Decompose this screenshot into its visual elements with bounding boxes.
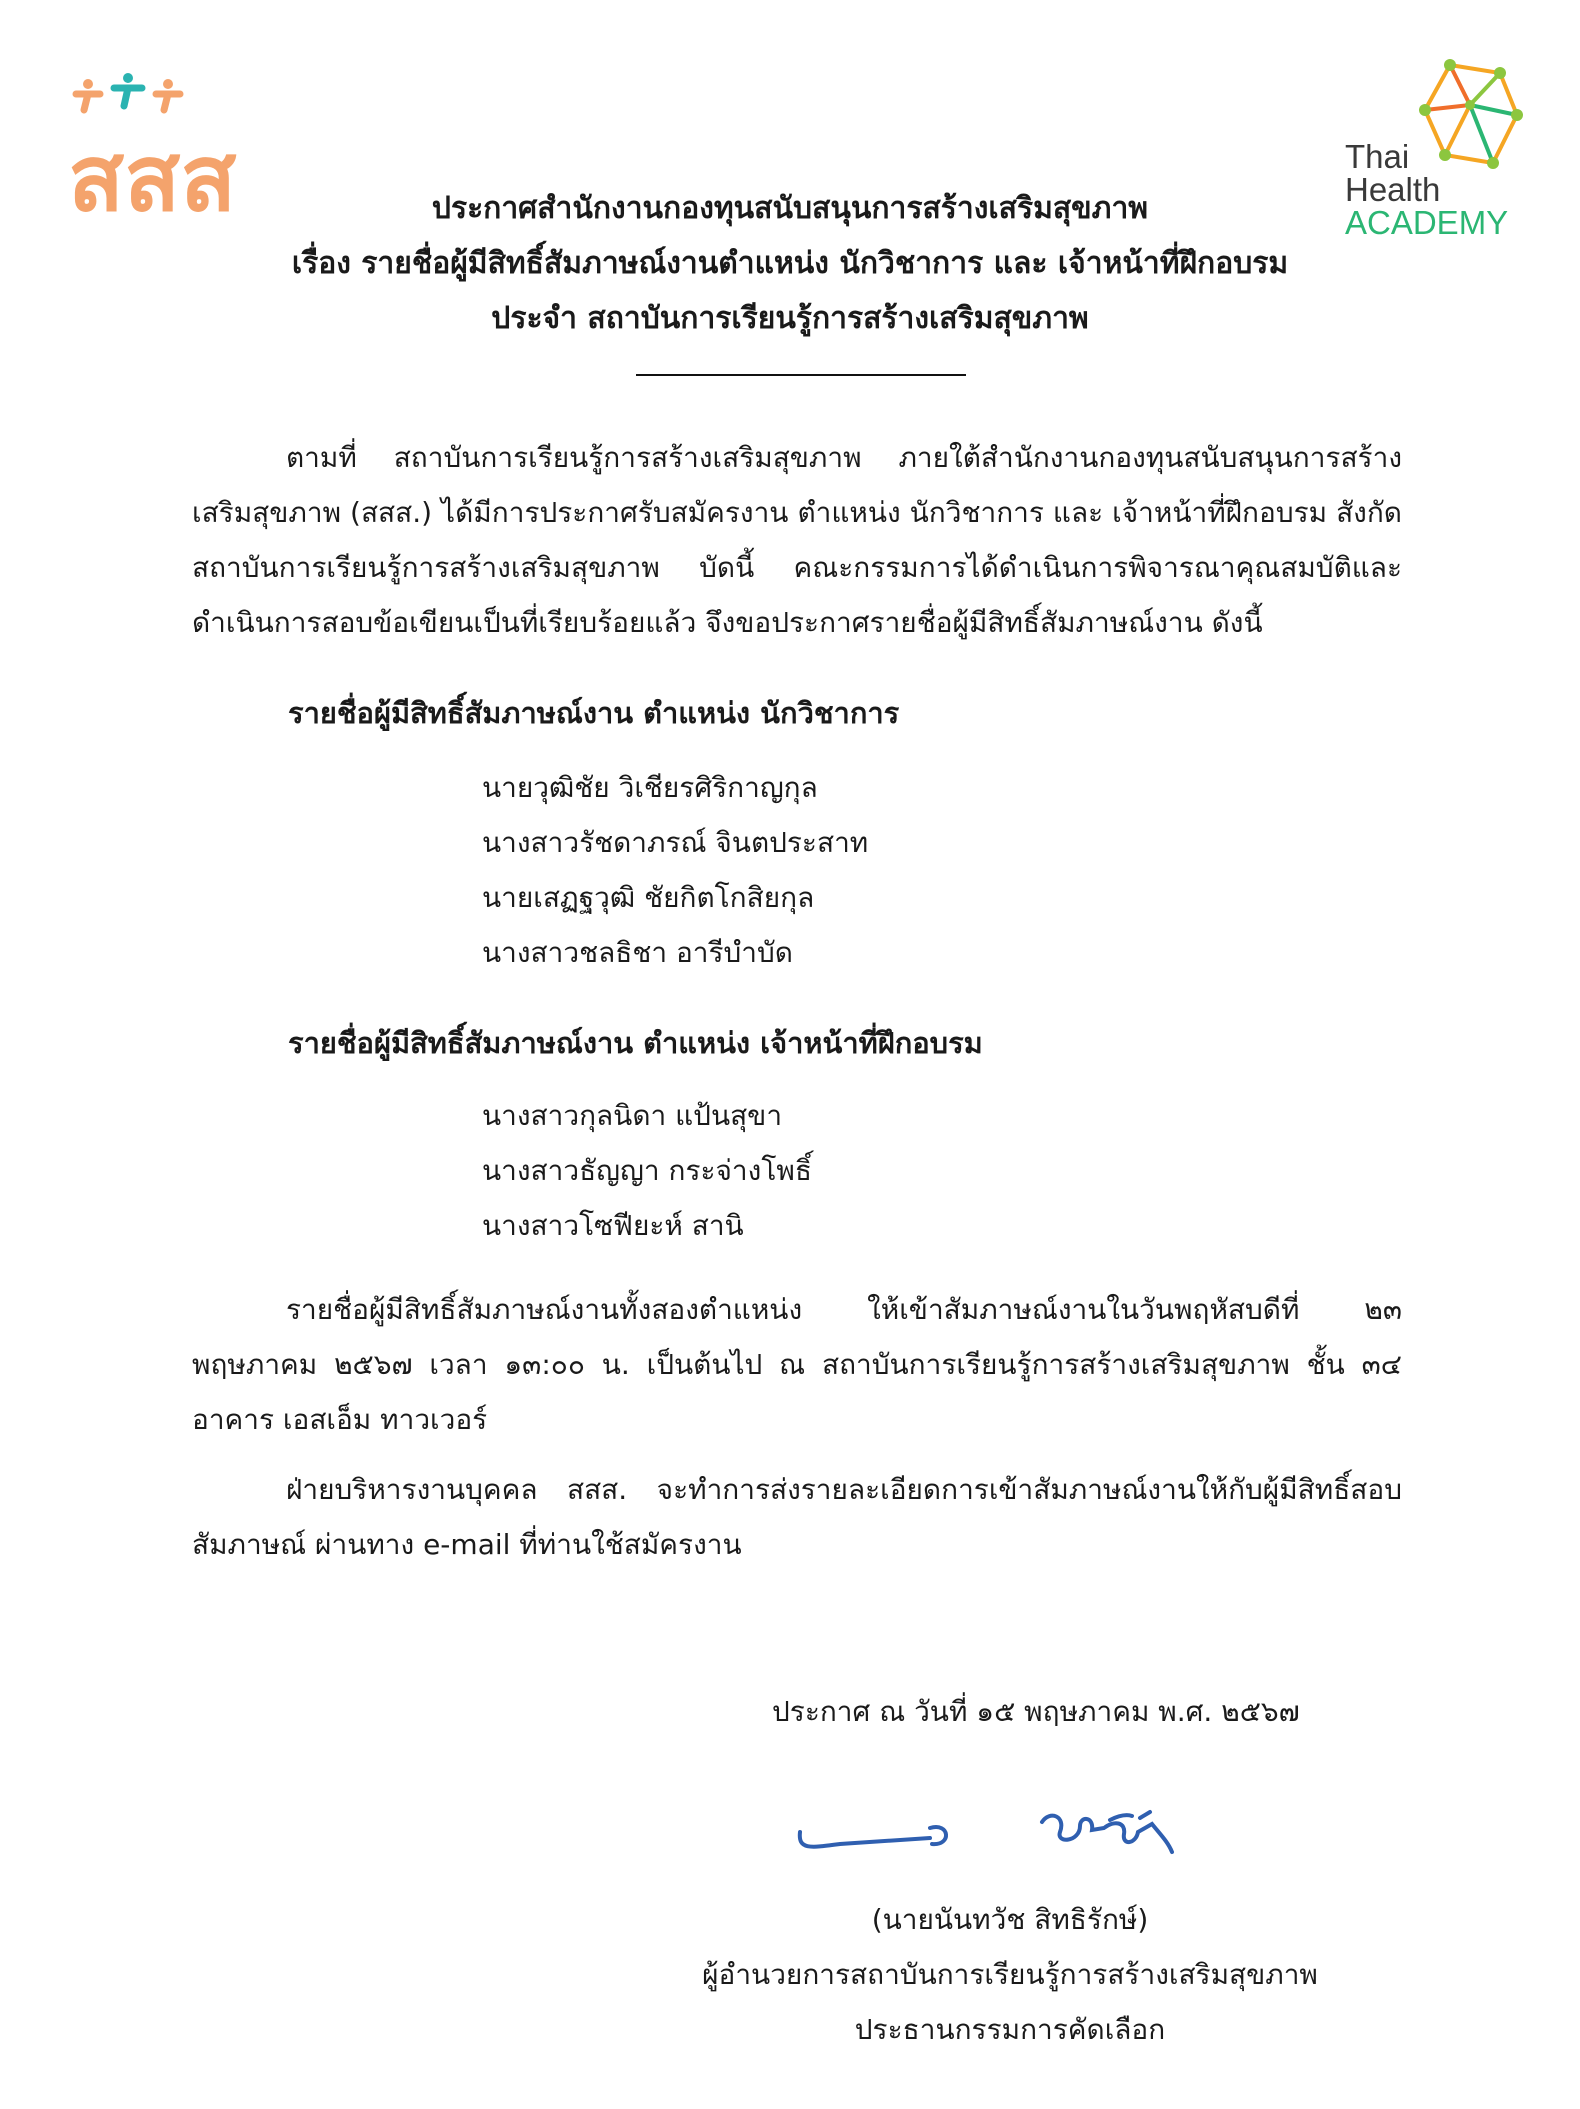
signatory-title-2: ประธานกรรมการคัดเลือก bbox=[854, 2013, 1166, 2046]
list-item: นางสาวรัชดาภรณ์ จินตประสาท bbox=[482, 826, 869, 859]
list-item: นายวุฒิชัย วิเชียรศิริกาญกุล bbox=[482, 771, 818, 804]
list-item: นางสาวกุลนิดา แป้นสุขา bbox=[482, 1099, 783, 1132]
logo-line-health: Health bbox=[1345, 171, 1441, 208]
intro-paragraph: ตามที่ สถาบันการเรียนรู้การสร้างเสริมสุขภาพ ภายใต้สำนักงานกองทุนสนับสนุนการสร้างเสริมสุขภาพ (สสส.) ได้มีการประกาศรับสมัครงาน ตำแหน่ง นักวิชาการ และ เจ้าหน้าที่ฝึกอบรม สังกัดสถาบันการเรียนรู้การสร้างเสริมสุขภาพ บัดนี้ คณะกรรมการได้ดำเนินการพิจารณาคุณสมบัติและดำเนินการสอบข้อเขียนเป็นที่เรียบร้อยแล้ว จึงขอประกาศรายชื่อผู้มีสิทธิ์สัมภาษณ์งาน ดังนี้ bbox=[192, 441, 1402, 639]
training-name-list bbox=[482, 1088, 812, 1253]
signatory-name: (นายนันทวัช สิทธิรักษ์) bbox=[871, 1903, 1149, 1936]
header-line-1: ประกาศสำนักงานกองทุนสนับสนุนการสร้างเสริมสุขภาพ bbox=[431, 191, 1149, 226]
logo-line-academy: ACADEMY bbox=[1345, 204, 1509, 241]
schedule-paragraph: รายชื่อผู้มีสิทธิ์สัมภาษณ์งานทั้งสองตำแหน่ง ให้เข้าสัมภาษณ์งานในวันพฤหัสบดีที่ ๒๓ พฤษภาคม ๒๕๖๗ เวลา ๑๓:๐๐ น. เป็นต้นไป ณ สถาบันการเรียนรู้การสร้างเสริมสุขภาพ ชั้น ๓๔ อาคาร เอสเอ็ม ทาวเวอร์ bbox=[192, 1293, 1402, 1436]
section-title-training: รายชื่อผู้มีสิทธิ์สัมภาษณ์งาน ตำแหน่ง เจ้าหน้าที่ฝึกอบรม bbox=[288, 1026, 983, 1060]
sss-logo-text: สสส bbox=[68, 125, 237, 220]
signatory-title-1: ผู้อำนวยการสถาบันการเรียนรู้การสร้างเสริมสุขภาพ bbox=[702, 1958, 1318, 1991]
header-divider bbox=[636, 374, 966, 376]
list-item: นายเสฏฐวุฒิ ชัยกิตโกสิยกุล bbox=[482, 881, 815, 914]
list-item: นางสาวโซฟียะห์ สานิ bbox=[482, 1209, 744, 1242]
announcement-date: ประกาศ ณ วันที่ ๑๕ พฤษภาคม พ.ศ. ๒๕๖๗ bbox=[772, 1695, 1300, 1728]
logo-line-thai: Thai bbox=[1345, 138, 1410, 175]
hr-paragraph: ฝ่ายบริหารงานบุคคล สสส. จะทำการส่งรายละเอียดการเข้าสัมภาษณ์งานให้กับผู้มีสิทธิ์สอบสัมภาษณ์ ผ่านทาง e-mail ที่ท่านใช้สมัครงาน bbox=[192, 1473, 1402, 1561]
academic-name-list bbox=[482, 760, 868, 980]
list-item: นางสาวชลธิชา อารีบำบัด bbox=[482, 936, 793, 969]
header-line-2: เรื่อง รายชื่อผู้มีสิทธิ์สัมภาษณ์งานตำแหน่ง นักวิชาการ และ เจ้าหน้าที่ฝึกอบรม bbox=[291, 246, 1289, 281]
list-item: นางสาวธัญญา กระจ่างโพธิ์ bbox=[482, 1154, 812, 1187]
header-line-3: ประจำ สถาบันการเรียนรู้การสร้างเสริมสุขภาพ bbox=[491, 301, 1089, 336]
signature-image bbox=[780, 1772, 1220, 1872]
section-title-academic: รายชื่อผู้มีสิทธิ์สัมภาษณ์งาน ตำแหน่ง นักวิชาการ bbox=[288, 696, 900, 730]
